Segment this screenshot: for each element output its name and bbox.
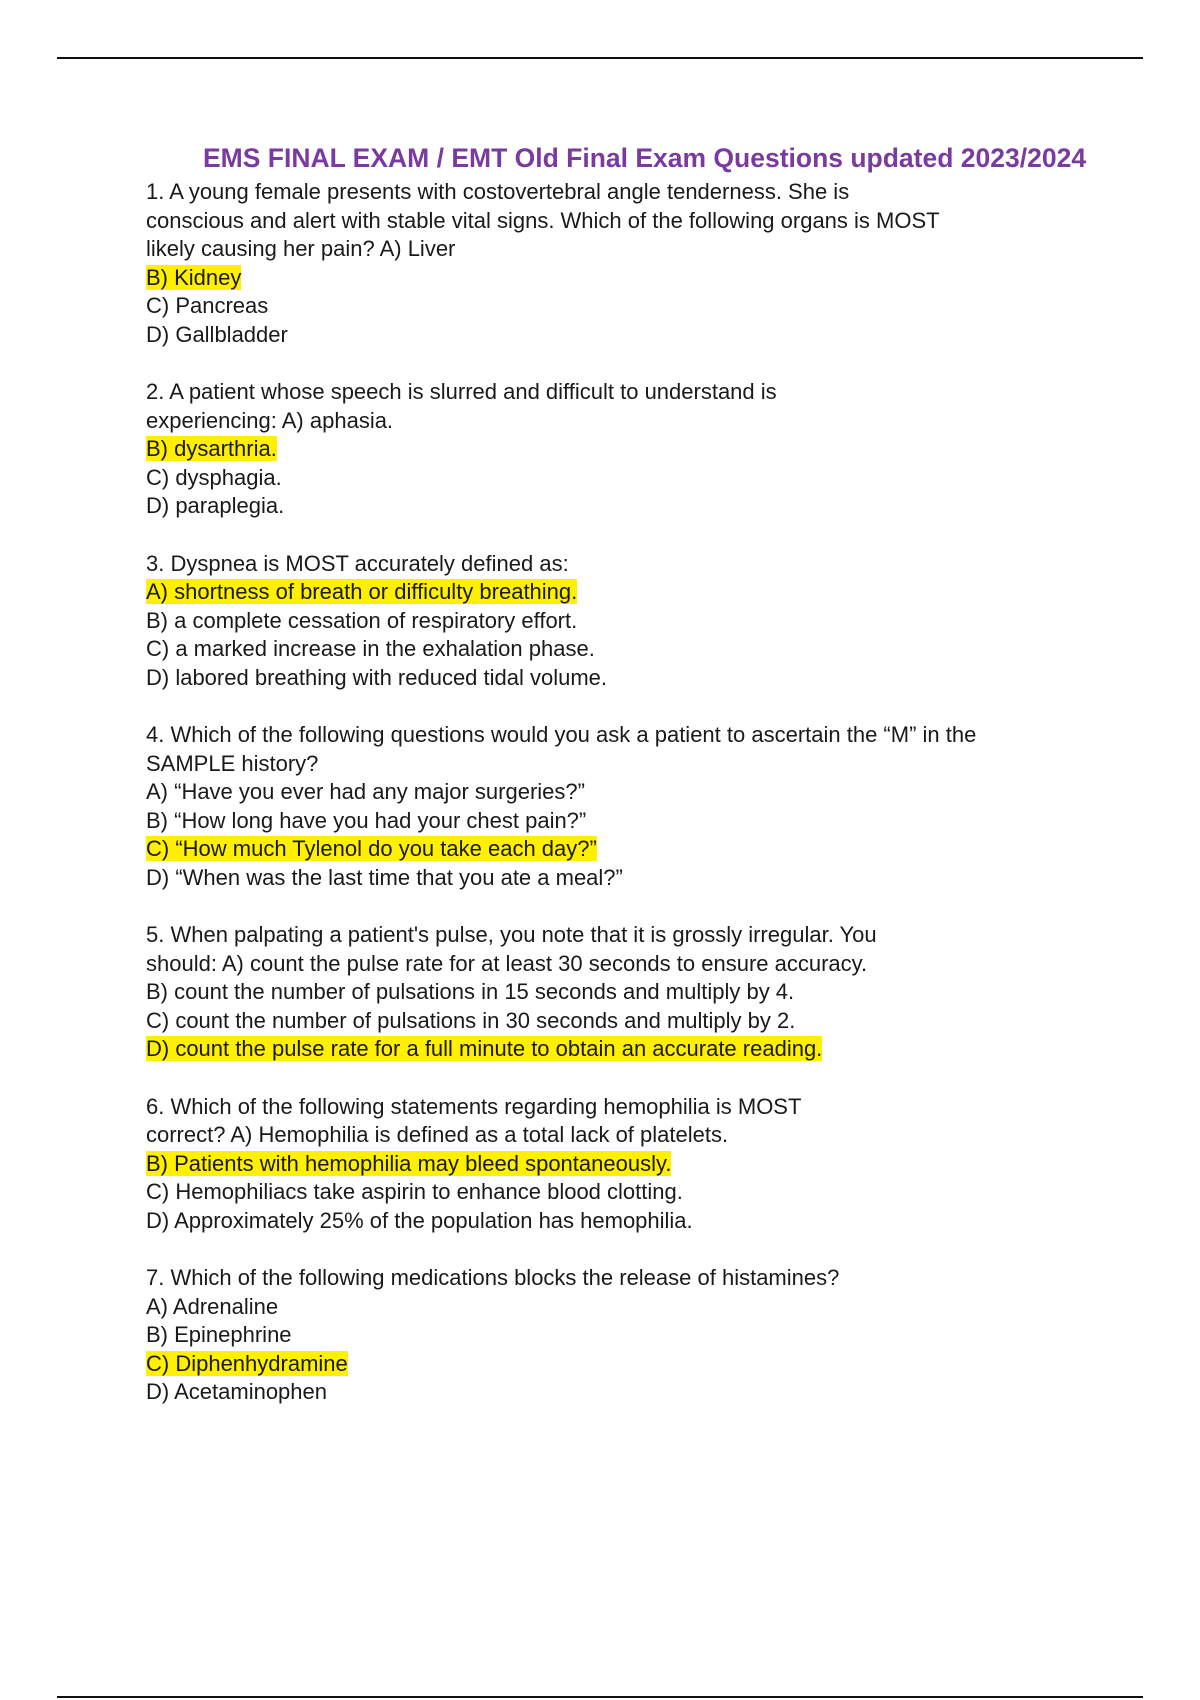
answer-option-text: D) “When was the last time that you ate a meal?” xyxy=(146,864,623,890)
question-text-line: 1. A young female presents with costovertebral angle tenderness. She is xyxy=(146,179,850,204)
top-rule xyxy=(57,57,1143,59)
question-text-line: SAMPLE history? xyxy=(146,750,319,776)
answer-option xyxy=(146,292,1076,321)
answer-option-text: D) paraplegia. xyxy=(146,493,285,518)
question-text-line: 6. Which of the following statements regarding hemophilia is MOST xyxy=(146,1093,802,1119)
answer-option xyxy=(146,835,1076,864)
answer-option-text: C) dysphagia. xyxy=(146,464,282,490)
question-text-line: should: A) count the pulse rate for at least 30 seconds to ensure accuracy. xyxy=(146,950,868,976)
question-block xyxy=(146,1264,1076,1407)
answer-option-text: B) Epinephrine xyxy=(146,1322,292,1347)
question-text-line: 2. A patient whose speech is slurred and difficult to understand is xyxy=(146,379,777,404)
answer-option xyxy=(146,664,1076,693)
answer-option xyxy=(146,264,1076,293)
question-text-line: 5. When palpating a patient's pulse, you note that it is grossly irregular. You xyxy=(146,922,877,947)
question-block xyxy=(146,921,1076,1064)
answer-option xyxy=(146,1178,1076,1207)
answer-option xyxy=(146,778,1076,807)
answer-option xyxy=(146,635,1076,664)
correct-answer-highlight: B) Kidney xyxy=(146,264,242,290)
answer-option xyxy=(146,1321,1076,1350)
answer-option xyxy=(146,321,1076,350)
answer-option xyxy=(146,492,1076,521)
question-block xyxy=(146,721,1076,892)
answer-option-text: A) “Have you ever had any major surgeries?” xyxy=(146,779,585,804)
question-list xyxy=(146,178,1076,1436)
answer-option xyxy=(146,435,1076,464)
correct-answer-highlight: B) Patients with hemophilia may bleed spontaneously. xyxy=(146,1150,672,1176)
answer-option xyxy=(146,807,1076,836)
question-text-line: 7. Which of the following medications blocks the release of histamines? xyxy=(146,1265,840,1290)
answer-option-text: A) Adrenaline xyxy=(146,1293,279,1319)
question-block xyxy=(146,378,1076,521)
answer-option xyxy=(146,607,1076,636)
answer-option xyxy=(146,1035,1076,1064)
answer-option-text: C) Pancreas xyxy=(146,293,269,318)
answer-option xyxy=(146,864,1076,893)
correct-answer-highlight: C) “How much Tylenol do you take each day?” xyxy=(146,836,597,861)
answer-option-text: B) a complete cessation of respiratory effort. xyxy=(146,607,578,633)
answer-option-text: D) Gallbladder xyxy=(146,321,288,347)
correct-answer-highlight: C) Diphenhydramine xyxy=(146,1350,348,1376)
page-title: EMS FINAL EXAM / EMT Old Final Exam Questions updated 2023/2024 xyxy=(203,143,1087,173)
answer-option-text: D) Acetaminophen xyxy=(146,1379,327,1404)
answer-option xyxy=(146,1150,1076,1179)
answer-option xyxy=(146,1350,1076,1379)
bottom-rule xyxy=(57,1696,1143,1698)
answer-option xyxy=(146,1293,1076,1322)
answer-option-text: B) count the number of pulsations in 15 seconds and multiply by 4. xyxy=(146,979,795,1004)
answer-option xyxy=(146,1207,1076,1236)
question-text-line: correct? A) Hemophilia is defined as a total lack of platelets. xyxy=(146,1122,729,1147)
answer-option-text: B) “How long have you had your chest pain?” xyxy=(146,807,587,833)
answer-option-text: D) labored breathing with reduced tidal volume. xyxy=(146,664,608,690)
question-text-line: 3. Dyspnea is MOST accurately defined as: xyxy=(146,550,569,576)
answer-option-text: C) count the number of pulsations in 30 seconds and multiply by 2. xyxy=(146,1007,796,1033)
question-text-line: likely causing her pain? A) Liver xyxy=(146,236,456,261)
question-text-line: 4. Which of the following questions would you ask a patient to ascertain the “M” in the xyxy=(146,722,977,747)
answer-option-text: C) Hemophiliacs take aspirin to enhance blood clotting. xyxy=(146,1179,683,1204)
question-block xyxy=(146,1093,1076,1236)
question-text-line: conscious and alert with stable vital signs. Which of the following organs is MOST xyxy=(146,207,940,233)
correct-answer-highlight: A) shortness of breath or difficulty breathing. xyxy=(146,579,578,604)
answer-option xyxy=(146,1007,1076,1036)
correct-answer-highlight: D) count the pulse rate for a full minute to obtain an accurate reading. xyxy=(146,1036,823,1061)
answer-option-text: C) a marked increase in the exhalation phase. xyxy=(146,636,595,661)
question-block xyxy=(146,178,1076,349)
question-block xyxy=(146,550,1076,693)
answer-option xyxy=(146,1378,1076,1407)
correct-answer-highlight: B) dysarthria. xyxy=(146,436,277,461)
question-text-line: experiencing: A) aphasia. xyxy=(146,407,394,433)
answer-option-text: D) Approximately 25% of the population has hemophilia. xyxy=(146,1207,693,1233)
answer-option xyxy=(146,578,1076,607)
answer-option xyxy=(146,978,1076,1007)
answer-option xyxy=(146,464,1076,493)
